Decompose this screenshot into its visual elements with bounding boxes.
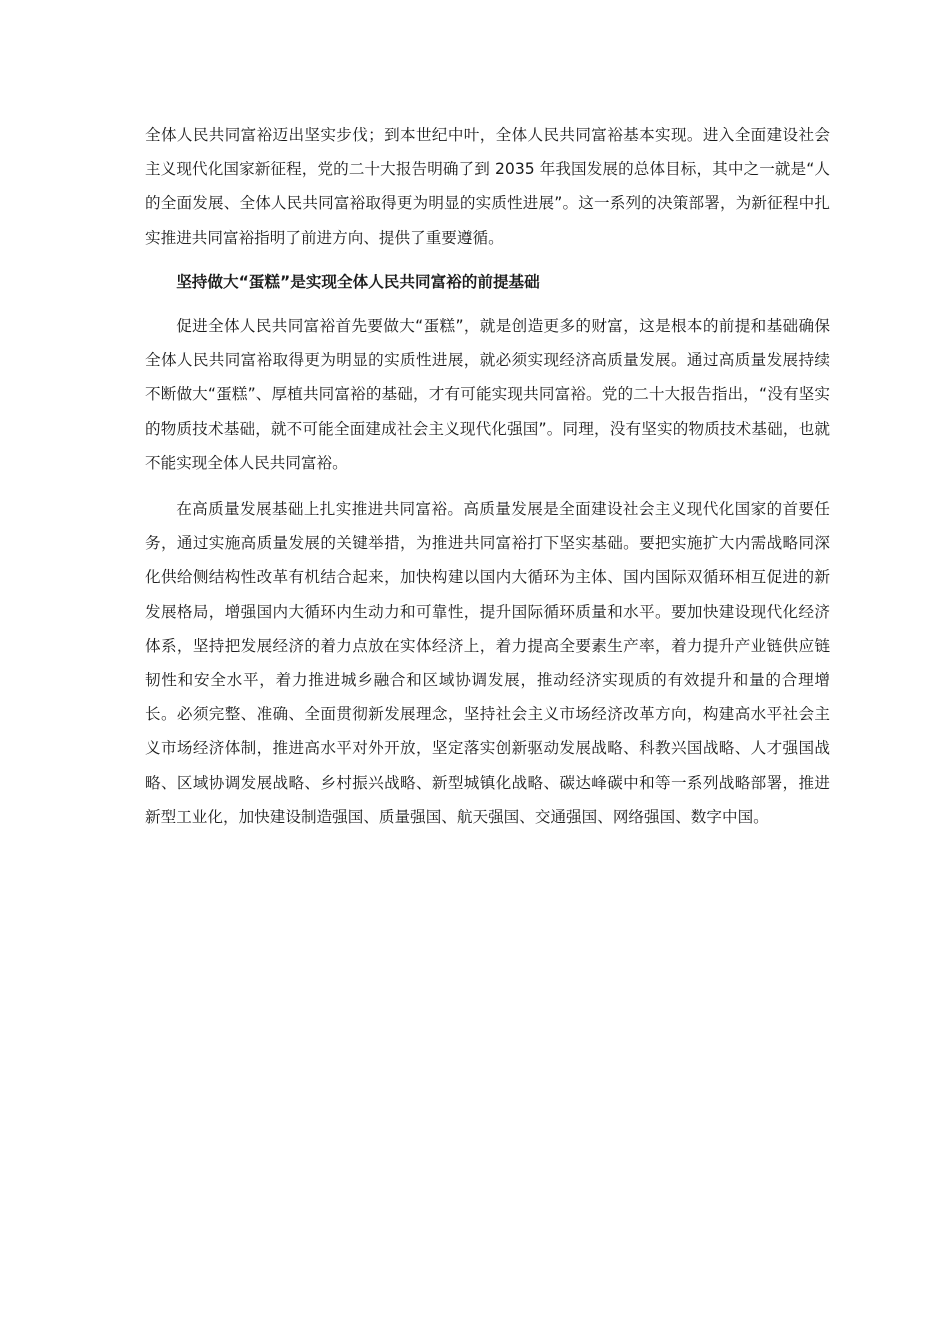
section-heading: 坚持做大“蛋糕”是实现全体人民共同富裕的前提基础 [176,272,540,291]
body-paragraph-2: 促进全体人民共同富裕首先要做大“蛋糕”，就是创造更多的财富，这是根本的前提和基础确保全体人民共同富裕取得更为明显的实质性进展，就必须实现经济高质量发展。通过高质量发展持续不断做大“蛋糕”、厚植共同富裕的基础，才有可能实现共同富裕。党的二十大报告指出，“没有坚实的物质技术基础，就不可能全面建成社会主义现代化强国”。同理，没有坚实的物质技术基础，也就不能实现全体人民共同富裕。 [145,317,830,472]
body-paragraph-1: 全体人民共同富裕迈出坚实步伐；到本世纪中叶，全体人民共同富裕基本实现。进入全面建设社会主义现代化国家新征程，党的二十大报告明确了到 2035 年我国发展的总体目标，其中之一就是“人的全面发展、全体人民共同富裕取得更为明显的实质性进展”。这一系列的决策部署，为新征程中扎实推进共同富裕指明了前进方向、提供了重要遵循。 [145,126,830,247]
paragraph-spacer [145,299,830,309]
paragraph-spacer [145,480,830,492]
body-paragraph-3: 在高质量发展基础上扎实推进共同富裕。高质量发展是全面建设社会主义现代化国家的首要任务，通过实施高质量发展的关键举措，为推进共同富裕打下坚实基础。要把实施扩大内需战略同深化供给侧结构性改革有机结合起来，加快构建以国内大循环为主体、国内国际双循环相互促进的新发展格局，增强国内大循环内生动力和可靠性，提升国际循环质量和水平。要加快建设现代化经济体系，坚持把发展经济的着力点放在实体经济上，着力提高全要素生产率，着力提升产业链供应链韧性和安全水平，着力推进城乡融合和区域协调发展，推动经济实现质的有效提升和量的合理增长。必须完整、准确、全面贯彻新发展理念，坚持社会主义市场经济改革方向，构建高水平社会主义市场经济体制，推进高水平对外开放，坚定落实创新驱动发展战略、科教兴国战略、人才强国战略、区域协调发展战略、乡村振兴战略、新型城镇化战略、碳达峰碳中和等一系列战略部署，推进新型工业化，加快建设制造强国、质量强国、航天强国、交通强国、网络强国、数字中国。 [145,500,830,826]
document-page [145,118,830,834]
paragraph-spacer [145,255,830,265]
